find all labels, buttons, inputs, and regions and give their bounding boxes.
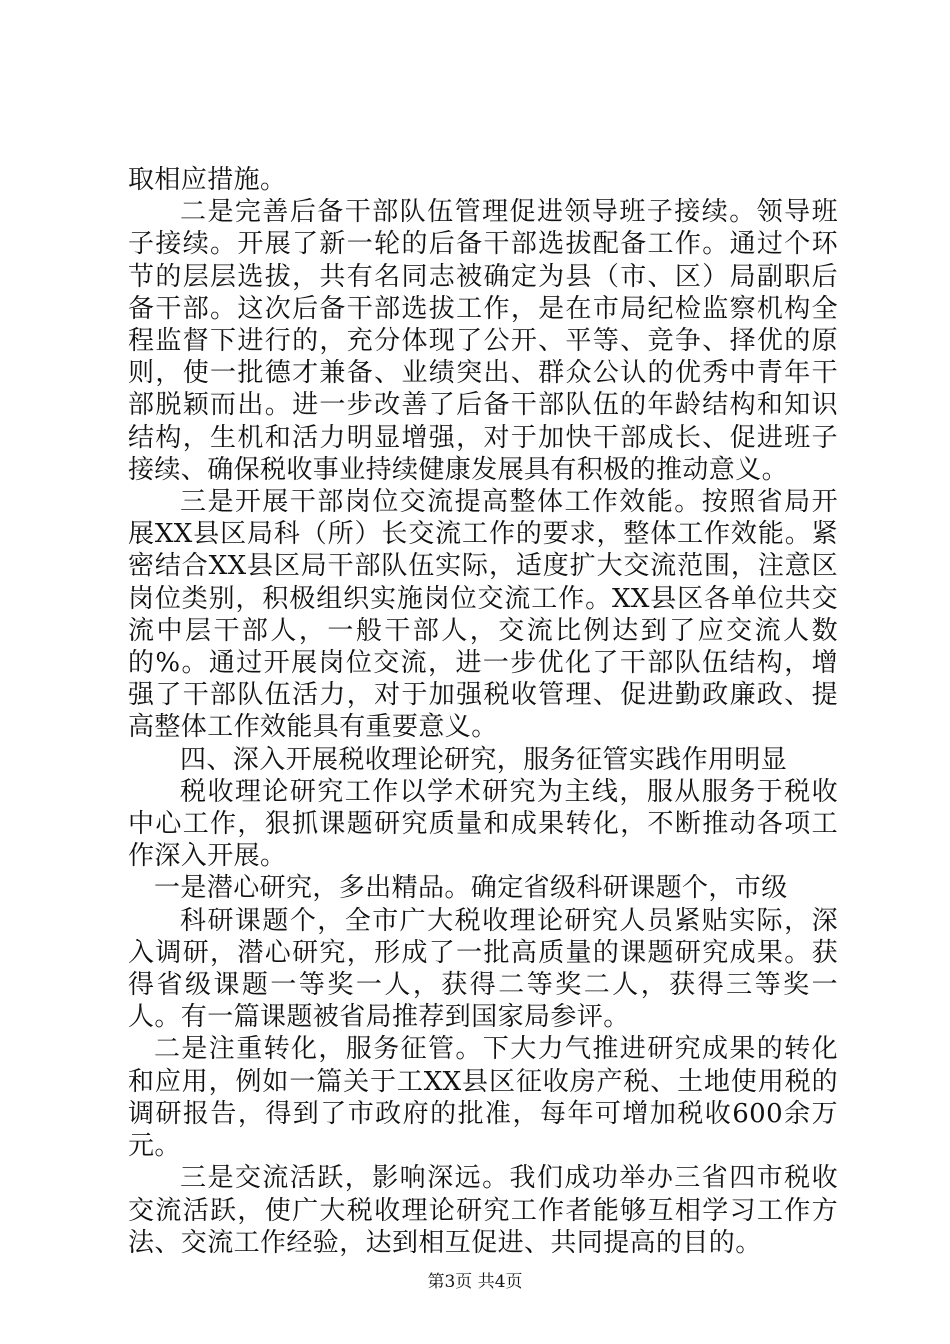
section-heading-tax-research: 四、深入开展税收理论研究，服务征管实践作用明显 (180, 744, 788, 775)
paragraph-research-overview: 税收理论研究工作以学术研究为主线，服从服务于税收中心工作，狠抓课题研究质量和成果转化，不断推动各项工作深入开展。 (128, 776, 838, 872)
paragraph-job-rotation: 三是开展干部岗位交流提高整体工作效能。按照省局开展XX县区局科（所）长交流工作的要求，整体工作效能。紧密结合XX县区局干部队伍实际，适度扩大交流范围，注意区岗位类别，积极组织实施岗位交流工作。XX县区各单位共交流中层干部人，一般干部人，交流比例达到了应交流人数的%。通过开展岗位交流，进一步优化了干部队伍结构，增强了干部队伍活力，对于加强税收管理、促进勤政廉政、提高整体工作效能具有重要意义。 (128, 487, 838, 743)
paragraph-research-results: 科研课题个，全市广大税收理论研究人员紧贴实际，深入调研，潜心研究，形成了一批高质量的课题研究成果。获得省级课题一等奖一人，获得二等奖二人，获得三等奖一人。有一篇课题被省局推荐到国家局参评。 (128, 905, 838, 1033)
paragraph-research-point-one: 一是潜心研究，多出精品。确定省级科研课题个，市级 (154, 873, 788, 904)
page-number-footer: 第3页 共4页 (427, 1272, 523, 1292)
paragraph-research-point-three: 三是交流活跃，影响深远。我们成功举办三省四市税收交流活跃，使广大税收理论研究工作者能够互相学习工作方法、交流工作经验，达到相互促进、共同提高的目的。 (128, 1163, 838, 1258)
paragraph-continuation: 取相应措施。 (128, 165, 287, 195)
paragraph-reserve-cadres: 二是完善后备干部队伍管理促进领导班子接续。领导班子接续。开展了新一轮的后备干部选拔配备工作。通过个环节的层层选拔，共有名同志被确定为县（市、区）局副职后备干部。这次后备干部选拔工作，是在市局纪检监察机构全程监督下进行的，充分体现了公开、平等、竞争、择优的原则，使一批德才兼备、业绩突出、群众公认的优秀中青年干部脱颖而出。进一步改善了后备干部队伍的年龄结构和知识结构，生机和活力明显增强，对于加快干部成长、促进班子接续、确保税收事业持续健康发展具有积极的推动意义。 (128, 197, 838, 485)
document-body (128, 164, 838, 1259)
paragraph-research-point-two: 二是注重转化，服务征管。下大力气推进研究成果的转化和应用，例如一篇关于工XX县区征收房产税、土地使用税的调研报告，得到了市政府的批准，每年可增加税收600余万元。 (128, 1034, 838, 1162)
